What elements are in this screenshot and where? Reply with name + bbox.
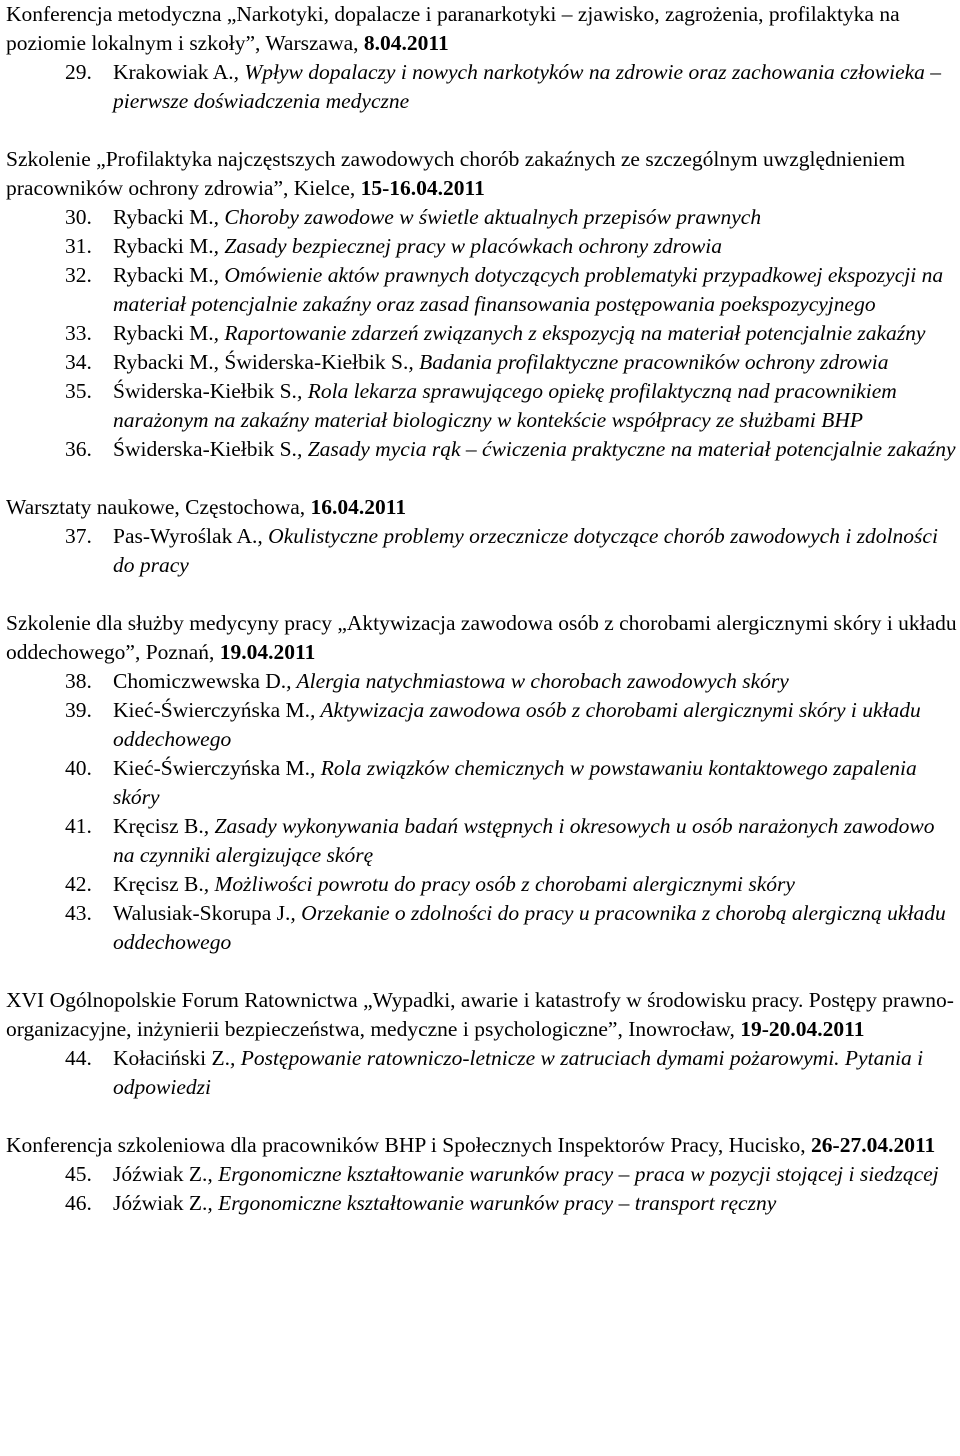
item-authors: Jóźwiak Z. [113,1162,208,1186]
item-title: , Choroby zawodowe w świetle aktualnych przepisów prawnych [213,205,762,229]
item-authors: Rybacki M. [113,234,214,258]
list-item [6,435,960,464]
event-date: 16.04.2011 [310,495,407,519]
list-item [6,261,960,319]
item-authors: Chomiczwewska D. [113,669,287,693]
event-header [6,493,960,522]
item-number: 37. [65,524,92,548]
event-section [6,145,960,464]
item-number: 43. [65,901,92,925]
event-header-text: Szkolenie „Profilaktyka najczęstszych zawodowych chorób zakaźnych ze szczególnym uwzględnieniem pracowników ochrony zdrowia”, Kielce, [6,147,906,200]
item-authors: Kręcisz B. [113,872,204,896]
item-number: 42. [65,872,92,896]
event-header [6,986,960,1044]
list-item [6,377,960,435]
item-number: 30. [65,205,92,229]
item-authors: Rybacki M., Świderska-Kiełbik S. [113,350,409,374]
section-spacer [6,957,960,986]
item-title: , Postępowanie ratowniczo-letnicze w zatruciach dymami pożarowymi. Pytania i odpowiedzi [113,1046,924,1099]
list-item [6,58,960,116]
item-number: 39. [65,698,92,722]
item-title: , Omówienie aktów prawnych dotyczących problematyki przypadkowej ekspozycji na materiał potencjalnie zakaźny oraz zasad finansowania postępowania poekspozycyjnego [113,263,944,316]
list-item [6,232,960,261]
event-date: 19-20.04.2011 [740,1017,865,1041]
list-item [6,522,960,580]
event-header-text: Konferencja szkoleniowa dla pracowników BHP i Społecznych Inspektorów Pracy, Hucisko, [6,1133,812,1157]
item-authors: Krakowiak A. [113,60,234,84]
item-number: 34. [65,350,92,374]
list-item [6,870,960,899]
section-spacer [6,464,960,493]
event-header-text: Warsztaty naukowe, Częstochowa, [6,495,311,519]
list-item [6,348,960,377]
event-section [6,493,960,580]
list-item [6,696,960,754]
item-number: 38. [65,669,92,693]
item-title: , Zasady mycia rąk – ćwiczenia praktyczne na materiał potencjalnie zakaźny [296,437,956,461]
presentation-list [6,667,960,957]
item-authors: Walusiak-Skorupa J. [113,901,291,925]
section-spacer [6,116,960,145]
item-title: , Ergonomiczne kształtowanie warunków pracy – transport ręczny [207,1191,777,1215]
list-item [6,1189,960,1218]
event-date: 26-27.04.2011 [811,1133,936,1157]
event-section [6,1131,960,1218]
item-authors: Kieć-Świerczyńska M. [113,756,311,780]
list-item [6,899,960,957]
event-header [6,609,960,667]
item-authors: Rybacki M. [113,205,214,229]
list-item [6,754,960,812]
item-number: 33. [65,321,92,345]
list-item [6,1160,960,1189]
item-authors: Świderska-Kiełbik S. [113,437,297,461]
item-number: 46. [65,1191,92,1215]
item-authors: Rybacki M. [113,263,214,287]
item-authors: Świderska-Kiełbik S. [113,379,297,403]
item-number: 45. [65,1162,92,1186]
item-number: 44. [65,1046,92,1070]
item-title: , Rola lekarza sprawującego opiekę profilaktyczną nad pracownikiem narażonym na zakaźny materiał biologiczny w kontekście współpracy ze służbami BHP [113,379,897,432]
item-number: 40. [65,756,92,780]
section-spacer [6,580,960,609]
event-date: 15-16.04.2011 [360,176,485,200]
list-item [6,319,960,348]
presentation-list [6,1160,960,1218]
list-item [6,1044,960,1102]
item-number: 29. [65,60,92,84]
event-section [6,0,960,116]
item-title: , Zasady bezpiecznej pracy w placówkach ochrony zdrowia [213,234,723,258]
event-header-text: Szkolenie dla służby medycyny pracy „Aktywizacja zawodowa osób z chorobami alergicznymi skóry i układu oddechowego”, Poznań, [6,611,957,664]
item-authors: Kieć-Świerczyńska M. [113,698,311,722]
item-number: 36. [65,437,92,461]
event-section [6,609,960,957]
event-header [6,0,960,58]
item-title: , Raportowanie zdarzeń związanych z ekspozycją na materiał potencjalnie zakaźny [213,321,926,345]
presentation-list [6,203,960,464]
item-title: , Orzekanie o zdolności do pracy u pracownika z chorobą alergiczną układu oddechowego [113,901,946,954]
item-title: , Zasady wykonywania badań wstępnych i okresowych u osób narażonych zawodowo na czynniki alergizujące skórę [113,814,935,867]
item-authors: Pas-Wyroślak A. [113,524,258,548]
event-header-text: Konferencja metodyczna „Narkotyki, dopalacze i paranarkotyki – zjawisko, zagrożenia, profilaktyka na poziomie lokalnym i szkoły”, Warszawa, [6,2,900,55]
event-header-text: XVI Ogólnopolskie Forum Ratownictwa „Wypadki, awarie i katastrofy w środowisku pracy. Postępy prawno-organizacyjne, inżynierii bezpieczeństwa, medyczne i psychologiczne”, Inowrocław, [6,988,954,1041]
event-header [6,145,960,203]
item-number: 35. [65,379,92,403]
item-authors: Rybacki M. [113,321,214,345]
item-title: , Aktywizacja zawodowa osób z chorobami alergicznymi skóry i układu oddechowego [113,698,921,751]
item-title: , Wpływ dopalaczy i nowych narkotyków na zdrowie oraz zachowania człowieka – pierwsze doświadczenia medyczne [113,60,942,113]
item-number: 31. [65,234,92,258]
event-header [6,1131,960,1160]
list-item [6,812,960,870]
event-date: 19.04.2011 [219,640,316,664]
presentation-list [6,522,960,580]
item-title: , Okulistyczne problemy orzecznicze dotyczące chorób zawodowych i zdolności do pracy [113,524,938,577]
item-title: , Ergonomiczne kształtowanie warunków pracy – praca w pozycji stojącej i siedzącej [207,1162,939,1186]
list-item [6,203,960,232]
event-section [6,986,960,1102]
item-title: , Rola związków chemicznych w powstawaniu kontaktowego zapalenia skóry [113,756,917,809]
item-title: , Alergia natychmiastowa w chorobach zawodowych skóry [286,669,789,693]
item-title: , Badania profilaktyczne pracowników ochrony zdrowia [408,350,889,374]
section-spacer [6,1102,960,1131]
item-number: 41. [65,814,92,838]
item-title: , Możliwości powrotu do pracy osób z chorobami alergicznymi skóry [203,872,795,896]
item-authors: Jóźwiak Z. [113,1191,208,1215]
presentation-list [6,58,960,116]
presentation-list [6,1044,960,1102]
item-authors: Kołaciński Z. [113,1046,231,1070]
event-date: 8.04.2011 [363,31,449,55]
item-number: 32. [65,263,92,287]
item-authors: Kręcisz B. [113,814,204,838]
list-item [6,667,960,696]
